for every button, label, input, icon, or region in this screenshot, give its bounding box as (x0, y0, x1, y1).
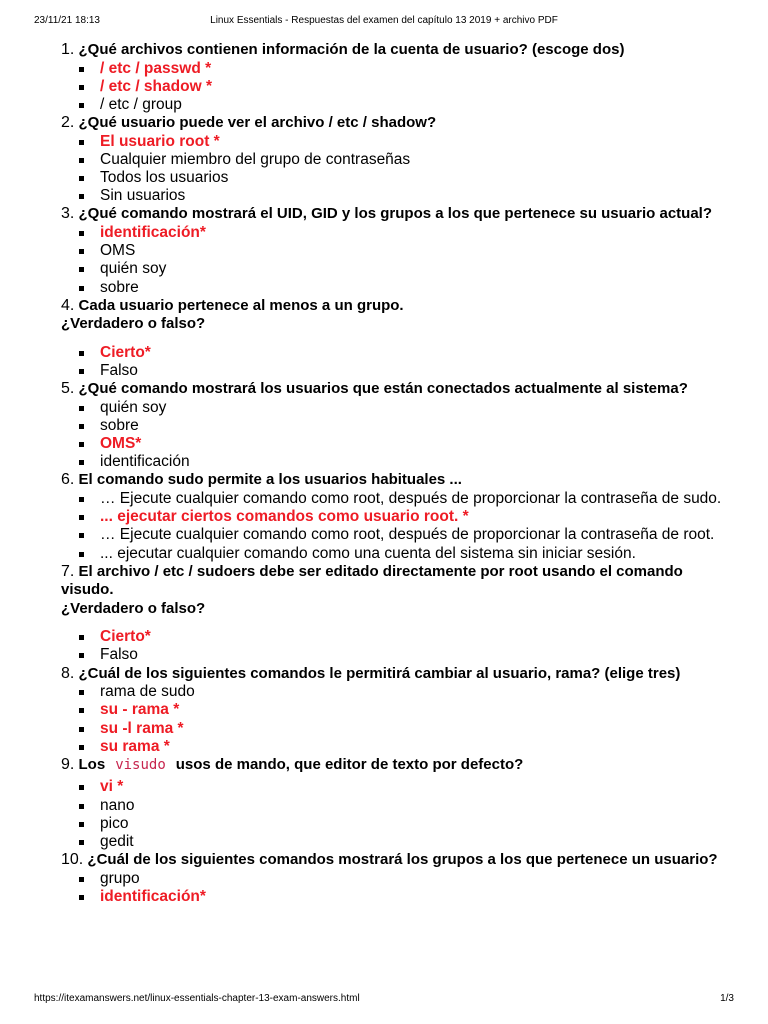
answer-option: quién soy (61, 399, 725, 417)
inline-code: visudo (115, 756, 166, 773)
answer-option: Falso (61, 362, 725, 380)
question-number: 7. (61, 562, 75, 580)
answer-option: Cierto* (61, 628, 725, 646)
answer-list (61, 344, 725, 380)
question-text: ¿Qué comando mostrará los usuarios que están conectados actualmente al sistema? (78, 380, 688, 398)
answer-option: nano (61, 797, 725, 815)
answer-option: / etc / passwd * (61, 60, 725, 78)
answer-option: identificación* (61, 224, 725, 242)
answer-option: Cierto* (61, 344, 725, 362)
answer-option: Sin usuarios (61, 187, 725, 205)
answer-option: identificación* (61, 888, 725, 906)
question-number: 5. (61, 380, 75, 398)
answer-option: … Ejecute cualquier comando como root, después de proporcionar la contraseña de sudo. (61, 490, 725, 508)
answer-option: El usuario root * (61, 133, 725, 151)
answer-option: sobre (61, 417, 725, 435)
question-1 (61, 41, 725, 60)
question-text: ¿Cuál de los siguientes comandos mostrará los grupos a los que pertenece un usuario? (87, 851, 718, 869)
answer-option: vi * (61, 778, 725, 796)
page-number: 1/3 (720, 993, 734, 1004)
question-number: 2. (61, 114, 75, 132)
answer-option: rama de sudo (61, 683, 725, 701)
answer-option: identificación (61, 453, 725, 471)
question-text: ¿Qué usuario puede ver el archivo / etc / shadow? (78, 114, 437, 132)
answer-list (61, 60, 725, 115)
answer-option: su -l rama * (61, 720, 725, 738)
question-text-tail: usos de mando, que editor de texto por defecto? (175, 755, 524, 773)
answer-list (61, 399, 725, 472)
question-number: 8. (61, 664, 75, 682)
question-number: 10. (61, 851, 84, 869)
answer-option: su rama * (61, 738, 725, 756)
answer-option: Cualquier miembro del grupo de contraseñas (61, 151, 725, 169)
answer-option: sobre (61, 279, 725, 297)
question-3 (61, 205, 725, 224)
answer-option: / etc / shadow * (61, 78, 725, 96)
answer-list (61, 778, 725, 851)
question-number: 1. (61, 41, 75, 58)
answer-list (61, 628, 725, 664)
answer-option: Todos los usuarios (61, 169, 725, 187)
document-body (61, 41, 725, 906)
question-4 (61, 297, 725, 316)
question-4-prompt: ¿Verdadero o falso? (61, 315, 206, 333)
question-5 (61, 380, 725, 399)
answer-option: OMS (61, 242, 725, 260)
answer-option: pico (61, 815, 725, 833)
answer-option: OMS* (61, 435, 725, 453)
page-title: Linux Essentials - Respuestas del examen del capítulo 13 2019 + archivo PDF (210, 15, 558, 26)
answer-list (61, 490, 725, 563)
answer-list (61, 683, 725, 756)
question-text: Los (78, 755, 106, 773)
question-text: El archivo / etc / sudoers debe ser editado directamente por root usando el comando visudo. (61, 562, 683, 599)
answer-list (61, 133, 725, 206)
question-text: ¿Cuál de los siguientes comandos le permitirá cambiar al usuario, rama? (elige tres) (78, 664, 681, 682)
question-7 (61, 563, 725, 600)
answer-option: ... ejecutar cualquier comando como una cuenta del sistema sin iniciar sesión. (61, 545, 725, 563)
question-number: 4. (61, 296, 75, 314)
answer-option: grupo (61, 870, 725, 888)
question-6 (61, 471, 725, 490)
answer-option: quién soy (61, 260, 725, 278)
question-text: ¿Qué archivos contienen información de la cuenta de usuario? (escoge dos) (78, 41, 625, 58)
question-9 (61, 756, 725, 775)
question-number: 6. (61, 471, 75, 489)
answer-option: … Ejecute cualquier comando como root, después de proporcionar la contraseña de root. (61, 526, 725, 544)
answer-list (61, 870, 725, 906)
question-2 (61, 114, 725, 133)
print-date: 23/11/21 18:13 (34, 15, 100, 26)
answer-list (61, 224, 725, 297)
source-url: https://itexamanswers.net/linux-essentials-chapter-13-exam-answers.html (34, 993, 360, 1004)
question-number: 3. (61, 205, 75, 223)
question-8 (61, 665, 725, 684)
question-10 (61, 851, 725, 870)
page-footer (34, 992, 734, 1006)
question-text: Cada usuario pertenece al menos a un grupo. (78, 296, 404, 314)
page-header (34, 14, 734, 28)
answer-option: gedit (61, 833, 725, 851)
question-text: ¿Qué comando mostrará el UID, GID y los grupos a los que pertenece su usuario actual? (78, 205, 713, 223)
question-7-prompt: ¿Verdadero o falso? (61, 599, 206, 617)
answer-option: ... ejecutar ciertos comandos como usuario root. * (61, 508, 725, 526)
answer-option: Falso (61, 646, 725, 664)
question-text: El comando sudo permite a los usuarios habituales ... (78, 471, 462, 489)
answer-option: / etc / group (61, 96, 725, 114)
question-number: 9. (61, 755, 75, 773)
answer-option: su - rama * (61, 701, 725, 719)
